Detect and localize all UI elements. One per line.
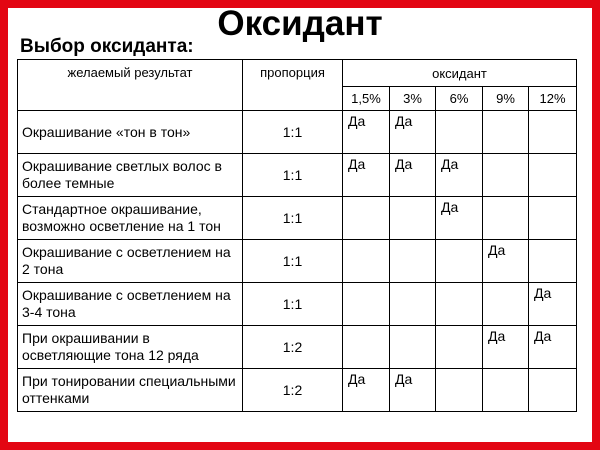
header-concentration: 6%: [436, 87, 483, 111]
mark-cell: [483, 283, 529, 326]
mark-cell: [390, 283, 436, 326]
mark-cell: Да: [529, 283, 577, 326]
mark-cell: Да: [483, 240, 529, 283]
mark-cell: [483, 154, 529, 197]
proportion-cell: 1:1: [243, 154, 343, 197]
mark-cell: Да: [343, 369, 390, 412]
header-concentration: 12%: [529, 87, 577, 111]
mark-cell: [390, 197, 436, 240]
table-row: [18, 369, 577, 412]
mark-cell: [529, 369, 577, 412]
proportion-cell: 1:1: [243, 111, 343, 154]
mark-cell: Да: [483, 326, 529, 369]
mark-cell: [436, 240, 483, 283]
proportion-cell: 1:2: [243, 326, 343, 369]
table-row: [18, 326, 577, 369]
section-subtitle: Выбор оксиданта:: [20, 36, 194, 57]
mark-cell: Да: [529, 326, 577, 369]
mark-cell: Да: [390, 111, 436, 154]
table-row: [18, 283, 577, 326]
mark-cell: [436, 111, 483, 154]
result-cell: При окрашивании в осветляющие тона 12 ряда: [18, 326, 243, 369]
table-row: [18, 197, 577, 240]
header-concentration: 1,5%: [343, 87, 390, 111]
mark-cell: Да: [343, 111, 390, 154]
mark-cell: Да: [343, 154, 390, 197]
mark-cell: [436, 326, 483, 369]
mark-cell: [436, 369, 483, 412]
header-result: желаемый результат: [18, 60, 243, 111]
proportion-cell: 1:1: [243, 283, 343, 326]
mark-cell: Да: [436, 197, 483, 240]
mark-cell: [529, 111, 577, 154]
result-cell: Стандартное окрашивание, возможно осветление на 1 тон: [18, 197, 243, 240]
mark-cell: Да: [436, 154, 483, 197]
table-row: [18, 111, 577, 154]
mark-cell: [390, 240, 436, 283]
header-row-top: [18, 60, 577, 87]
mark-cell: Да: [390, 154, 436, 197]
header-proportion: пропорция: [243, 60, 343, 111]
mark-cell: [343, 240, 390, 283]
result-cell: Окрашивание «тон в тон»: [18, 111, 243, 154]
result-cell: Окрашивание с осветлением на 2 тона: [18, 240, 243, 283]
proportion-cell: 1:1: [243, 240, 343, 283]
result-cell: При тонировании специальными оттенками: [18, 369, 243, 412]
mark-cell: [390, 326, 436, 369]
header-concentration: 9%: [483, 87, 529, 111]
mark-cell: [483, 111, 529, 154]
mark-cell: Да: [390, 369, 436, 412]
mark-cell: [483, 197, 529, 240]
proportion-cell: 1:2: [243, 369, 343, 412]
mark-cell: [529, 240, 577, 283]
mark-cell: [529, 154, 577, 197]
mark-cell: [343, 283, 390, 326]
mark-cell: [343, 197, 390, 240]
result-cell: Окрашивание с осветлением на 3-4 тона: [18, 283, 243, 326]
page-title: Оксидант: [217, 4, 383, 43]
mark-cell: [483, 369, 529, 412]
result-cell: Окрашивание светлых волос в более темные: [18, 154, 243, 197]
header-concentration: 3%: [390, 87, 436, 111]
header-oxidant: оксидант: [343, 60, 577, 87]
table-row: [18, 154, 577, 197]
oxidant-table: [17, 59, 577, 412]
mark-cell: [529, 197, 577, 240]
table-row: [18, 240, 577, 283]
mark-cell: [343, 326, 390, 369]
mark-cell: [436, 283, 483, 326]
proportion-cell: 1:1: [243, 197, 343, 240]
